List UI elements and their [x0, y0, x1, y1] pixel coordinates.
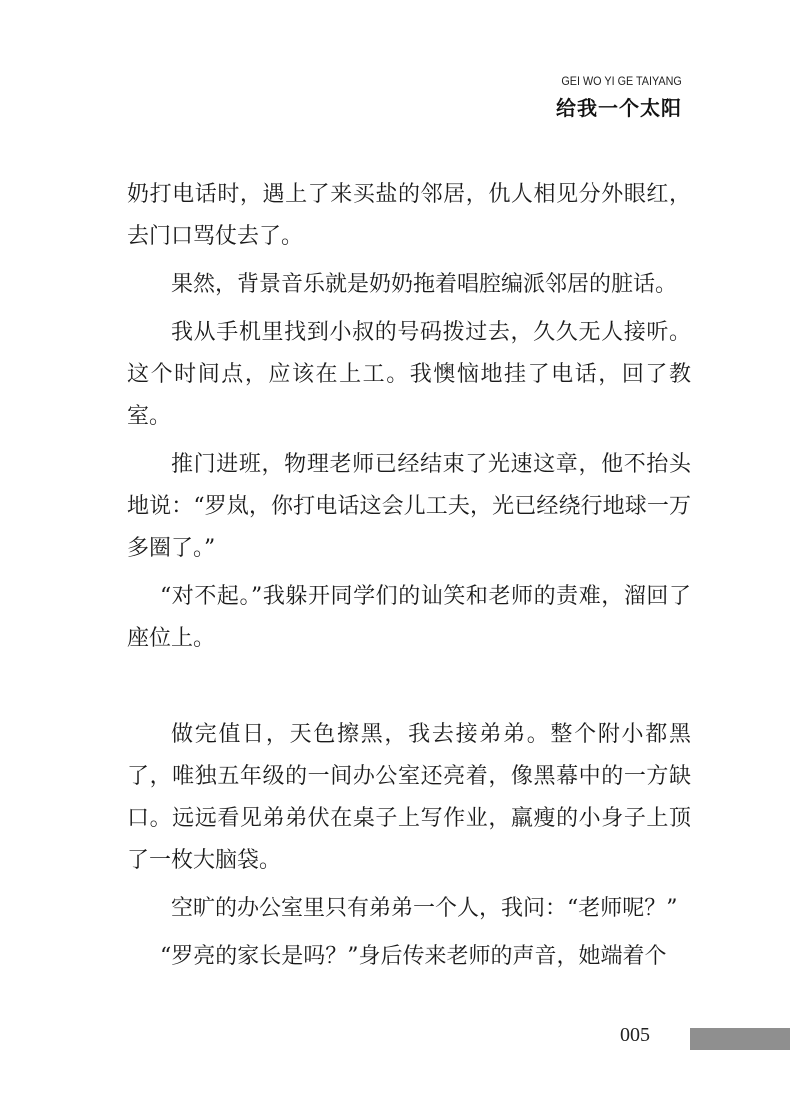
body-text: [127, 174, 691, 984]
page-number: 005: [620, 1024, 650, 1046]
paragraph: 果然，背景音乐就是奶奶拖着唱腔编派邻居的脏话。: [171, 272, 678, 297]
paragraph: 做完值日，天色擦黑，我去接弟弟。整个附小都黑了，唯独五年级的一间办公室还亮着，像黑幕中的一方缺口。远远看见弟弟伏在桌子上写作业，羸瘦的小身子上顶了一枚大脑袋。: [127, 722, 691, 873]
running-header-pinyin: GEI WO YI GE TAIYANG: [561, 74, 682, 88]
paragraph: “对不起。”我躲开同学们的讪笑和老师的责难，溜回了座位上。: [127, 584, 691, 651]
paragraph: 我从手机里找到小叔的号码拨过去，久久无人接听。这个时间点，应该在上工。我懊恼地挂了电话，回了教室。: [127, 320, 691, 429]
paragraph: “罗亮的家长是吗？”身后传来老师的声音，她端着个: [160, 944, 667, 969]
paragraph: 推门进班，物理老师已经结束了光速这章，他不抬头地说：“罗岚，你打电话这会儿工夫，光已经绕行地球一万多圈了。”: [127, 452, 691, 561]
paragraph: 奶打电话时，遇上了来买盐的邻居，仇人相见分外眼红，去门口骂仗去了。: [127, 182, 691, 249]
running-header-title: 给我一个太阳: [556, 96, 682, 120]
section-break: [127, 666, 691, 714]
paragraph: 空旷的办公室里只有弟弟一个人，我问：“老师呢？”: [171, 896, 678, 921]
page-number-bar: [690, 1028, 790, 1050]
